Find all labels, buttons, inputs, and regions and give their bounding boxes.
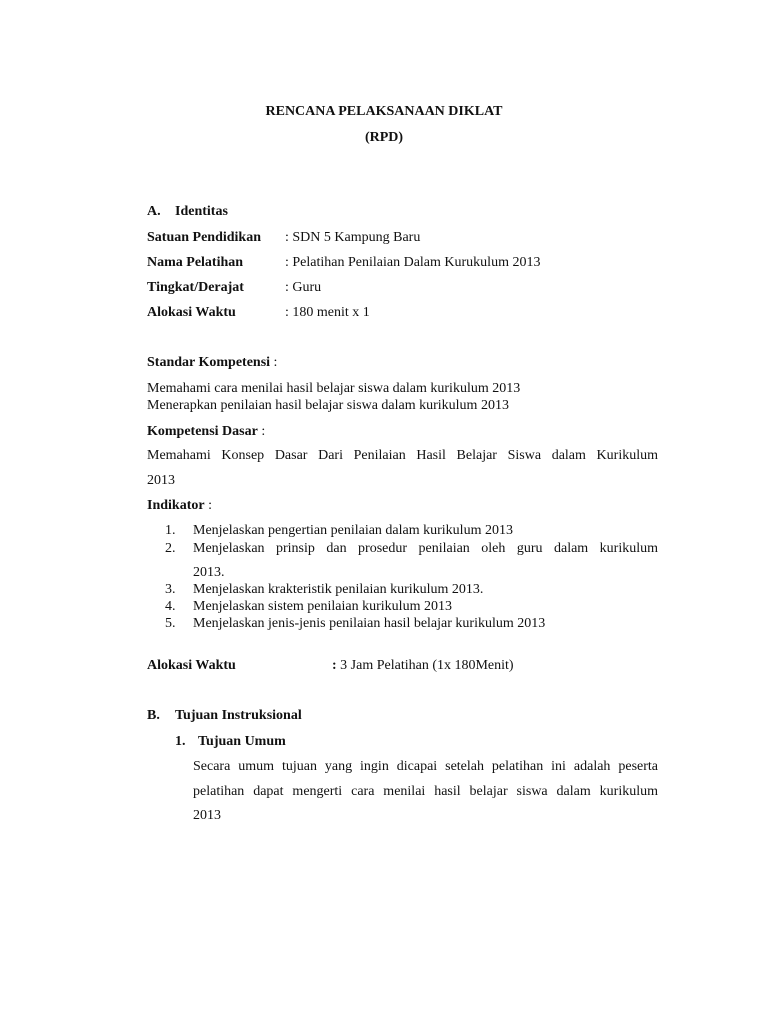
alokasi-waktu-colon: : (332, 658, 337, 673)
standar-kompetensi-line-2: Menerapkan penilaian hasil belajar siswa dalam kurikulum 2013 (147, 398, 509, 413)
indikator-num-4: 4. (165, 599, 176, 614)
indikator-text-2-cont: 2013. (193, 565, 225, 580)
indikator-text-4: Menjelaskan sistem penilaian kurikulum 2013 (193, 599, 452, 614)
kompetensi-dasar-line-1: Memahami Konsep Dasar Dari Penilaian Hasil Belajar Siswa dalam Kurikulum (147, 448, 658, 463)
indikator-text-1: Menjelaskan pengertian penilaian dalam kurikulum 2013 (193, 523, 513, 538)
tujuan-umum-line-2: pelatihan dapat mengerti cara menilai hasil belajar siswa dalam kurikulum (193, 784, 658, 799)
document-subtitle: (RPD) (364, 130, 404, 145)
indikator-heading (147, 498, 212, 514)
identity-label-alokasi: Alokasi Waktu (147, 305, 236, 320)
kompetensi-dasar-colon: : (257, 424, 266, 439)
indikator-text-5: Menjelaskan jenis-jenis penilaian hasil belajar kurikulum 2013 (193, 616, 546, 631)
tujuan-umum-line-3: 2013 (193, 808, 221, 823)
identity-value-alokasi: : 180 menit x 1 (285, 305, 370, 320)
indikator-num-5: 5. (165, 616, 176, 631)
indikator-num-2: 2. (165, 541, 176, 556)
tujuan-umum-num: 1. (175, 734, 186, 749)
alokasi-waktu-label: Alokasi Waktu (147, 658, 236, 673)
indikator-colon: : (204, 498, 212, 513)
standar-kompetensi-line-1: Memahami cara menilai hasil belajar siswa dalam kurikulum 2013 (147, 381, 521, 396)
alokasi-waktu-text: 3 Jam Pelatihan (1x 180Menit) (336, 658, 514, 673)
standar-kompetensi-label: Standar Kompetensi (147, 355, 271, 370)
kompetensi-dasar-line-2: 2013 (147, 473, 175, 488)
identity-value-nama: : Pelatihan Penilaian Dalam Kurukulum 2013 (285, 255, 541, 270)
indikator-label: Indikator (147, 498, 205, 513)
identity-label-nama: Nama Pelatihan (147, 255, 244, 270)
tujuan-umum-title: Tujuan Umum (198, 734, 286, 749)
section-a-title: Identitas (175, 204, 228, 219)
section-b-letter: B. (147, 708, 160, 723)
kompetensi-dasar-heading (147, 424, 265, 440)
identity-value-tingkat: : Guru (285, 280, 322, 295)
identity-label-tingkat: Tingkat/Derajat (147, 280, 244, 295)
kompetensi-dasar-label: Kompetensi Dasar (147, 424, 258, 439)
tujuan-umum-line-1: Secara umum tujuan yang ingin dicapai setelah pelatihan ini adalah peserta (193, 759, 658, 774)
identity-label-satuan: Satuan Pendidikan (147, 230, 261, 245)
alokasi-waktu-value (332, 658, 514, 674)
document-title: RENCANA PELAKSANAAN DIKLAT (265, 104, 503, 119)
indikator-text-2: Menjelaskan prinsip dan prosedur penilaian oleh guru dalam kurikulum (193, 541, 658, 556)
identity-value-satuan: : SDN 5 Kampung Baru (285, 230, 421, 245)
section-b-title: Tujuan Instruksional (175, 708, 302, 723)
standar-kompetensi-colon: : (270, 355, 278, 370)
indikator-text-3: Menjelaskan krakteristik penilaian kurikulum 2013. (193, 582, 484, 597)
indikator-num-3: 3. (165, 582, 176, 597)
standar-kompetensi-heading (147, 355, 277, 371)
indikator-num-1: 1. (165, 523, 176, 538)
section-a-letter: A. (147, 204, 161, 219)
